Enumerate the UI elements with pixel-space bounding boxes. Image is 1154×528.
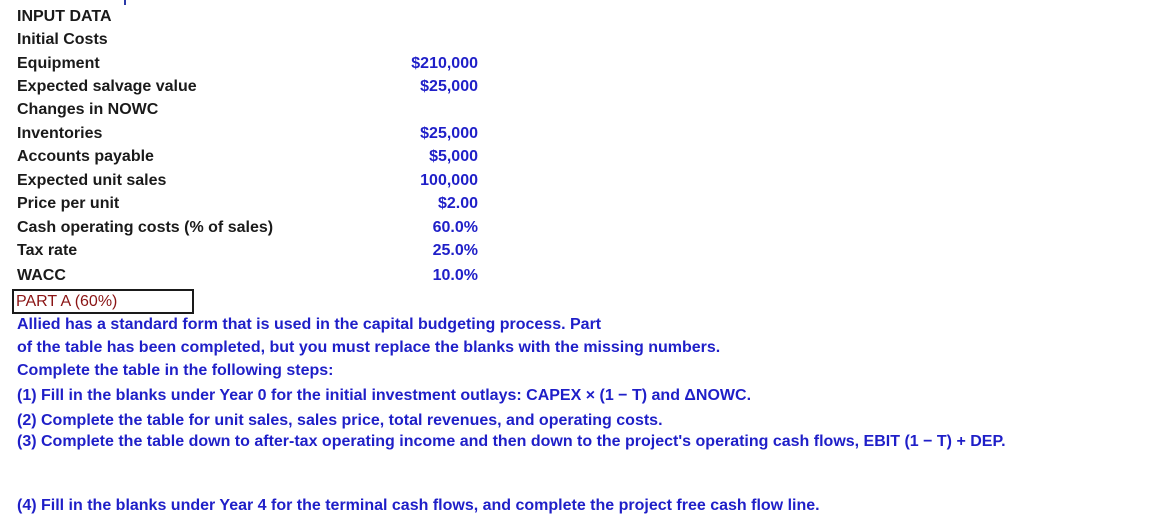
input-row-payables: [17, 145, 478, 168]
input-row-wacc: [17, 264, 478, 287]
part-a-intro-line: Allied has a standard form that is used in the capital budgeting process. Part: [17, 316, 602, 333]
part-a-step-1: (1) Fill in the blanks under Year 0 for the initial investment outlays: CAPEX × (1 − T) and ΔNOWC.: [17, 387, 752, 404]
input-label: Changes in NOWC: [17, 101, 159, 118]
input-label: Inventories: [17, 125, 103, 142]
input-label: WACC: [17, 267, 66, 284]
input-row-tax-rate: [17, 239, 478, 262]
input-value: $2.00: [437, 195, 478, 212]
input-label: Expected unit sales: [17, 172, 167, 189]
input-label: Tax rate: [17, 242, 78, 259]
input-value: 25.0%: [432, 242, 478, 259]
input-row-unit-sales: [17, 169, 478, 192]
input-value: $210,000: [411, 55, 478, 72]
input-value: $25,000: [420, 125, 478, 142]
input-row-inventories: [17, 122, 478, 145]
part-a-step-2: (2) Complete the table for unit sales, sales price, total revenues, and operating costs.: [17, 412, 663, 429]
part-a-step-4: (4) Fill in the blanks under Year 4 for the terminal cash flows, and complete the project free cash flow line.: [17, 497, 820, 514]
top-edge-mark: [124, 0, 126, 5]
input-label: Equipment: [17, 55, 100, 72]
input-row-salvage: [17, 75, 478, 98]
input-value: 100,000: [420, 172, 478, 189]
input-row-price: [17, 192, 478, 215]
input-row-nowc: [17, 98, 158, 121]
part-a-step-3: (3) Complete the table down to after-tax operating income and then down to the project's operating cash flows, EBIT (1 − T) + DEP.: [17, 433, 1006, 450]
input-label: Accounts payable: [17, 148, 154, 165]
input-label: Initial Costs: [17, 31, 108, 48]
input-value: $5,000: [429, 148, 478, 165]
part-a-title: PART A (60%): [12, 289, 194, 314]
input-label: Price per unit: [17, 195, 120, 212]
input-row-initial-costs: [17, 28, 108, 51]
part-a-intro-line: Complete the table in the following steps:: [17, 362, 334, 379]
part-a-intro-line: of the table has been completed, but you must replace the blanks with the missing numbers.: [17, 339, 721, 356]
input-data-heading: INPUT DATA: [17, 8, 112, 25]
input-value: 10.0%: [432, 267, 478, 284]
input-value: $25,000: [420, 78, 478, 95]
input-row-equipment: [17, 52, 478, 75]
input-label: Cash operating costs (% of sales): [17, 219, 274, 236]
input-value: 60.0%: [432, 219, 478, 236]
input-label: Expected salvage value: [17, 78, 197, 95]
input-row-cash-costs: [17, 216, 478, 239]
